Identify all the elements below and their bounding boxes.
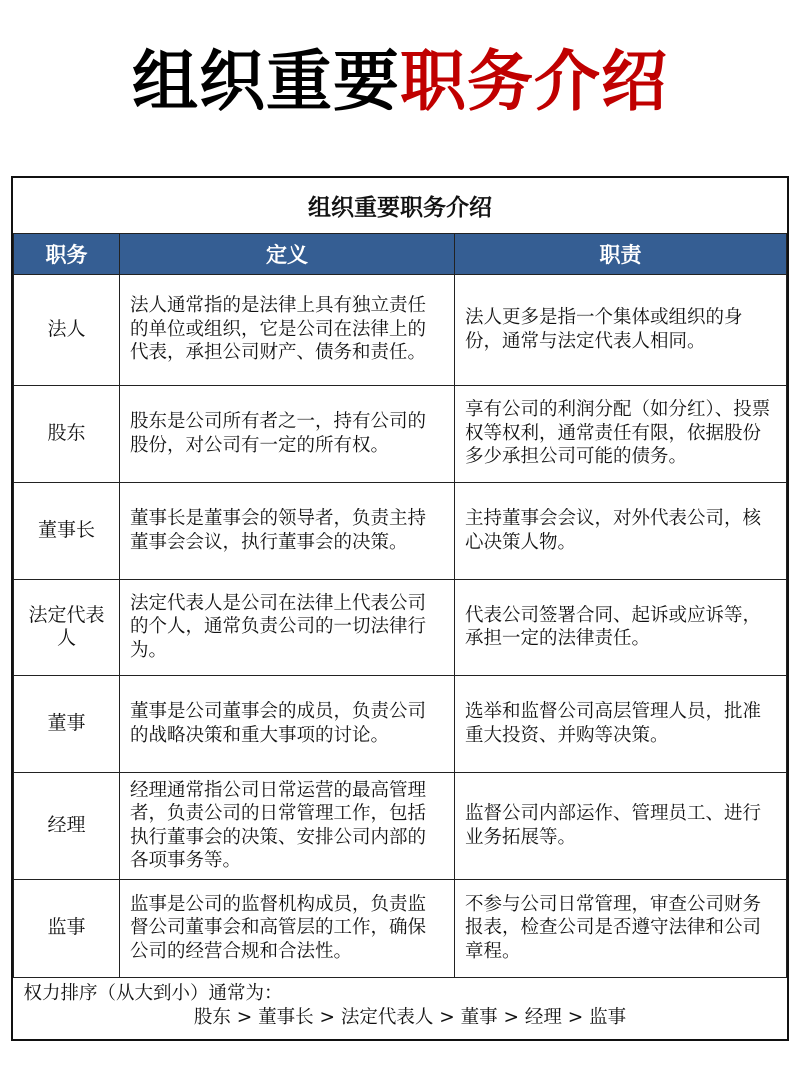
duty-cell: 法人更多是指一个集体或组织的身份，通常与法定代表人相同。	[455, 274, 787, 385]
table-row	[14, 385, 787, 482]
duty-cell: 享有公司的利润分配（如分红）、投票权等权利，通常责任有限，依据股份多少承担公司可能的债务。	[455, 385, 787, 482]
table-row	[14, 579, 787, 675]
header-role: 职务	[14, 233, 120, 274]
page-title-black: 组织重要	[132, 43, 400, 120]
role-cell: 董事	[14, 675, 120, 772]
table-row	[14, 482, 787, 579]
definition-cell: 法人通常指的是法律上具有独立责任的单位或组织，它是公司在法律上的代表，承担公司财产、债务和责任。	[120, 274, 455, 385]
table-row	[14, 879, 787, 977]
definition-cell: 经理通常指公司日常运营的最高管理者，负责公司的日常管理工作，包括执行董事会的决策、安排公司内部的各项事务等。	[120, 772, 455, 879]
page-title-red: 职务介绍	[400, 43, 668, 120]
table-row	[14, 772, 787, 879]
definition-cell: 董事是公司董事会的成员，负责公司的战略决策和重大事项的讨论。	[120, 675, 455, 772]
power-ranking-footer	[14, 977, 787, 1039]
duty-cell: 选举和监督公司高层管理人员，批准重大投资、并购等决策。	[455, 675, 787, 772]
definition-cell: 股东是公司所有者之一，持有公司的股份，对公司有一定的所有权。	[120, 385, 455, 482]
definition-cell: 董事长是董事会的领导者，负责主持董事会会议，执行董事会的决策。	[120, 482, 455, 579]
page-title	[0, 40, 800, 124]
duty-cell: 不参与公司日常管理，审查公司财务报表，检查公司是否遵守法律和公司章程。	[455, 879, 787, 977]
role-cell: 经理	[14, 772, 120, 879]
role-cell: 股东	[14, 385, 120, 482]
duty-cell: 主持董事会会议，对外代表公司，核心决策人物。	[455, 482, 787, 579]
duty-cell: 代表公司签署合同、起诉或应诉等，承担一定的法律责任。	[455, 579, 787, 675]
table-row	[14, 274, 787, 385]
role-cell: 法人	[14, 274, 120, 385]
role-cell: 法定代表人	[14, 579, 120, 675]
header-definition: 定义	[120, 233, 455, 274]
definition-cell: 法定代表人是公司在法律上代表公司的个人，通常负责公司的一切法律行为。	[120, 579, 455, 675]
table-title: 组织重要职务介绍	[14, 178, 787, 233]
definition-cell: 监事是公司的监督机构成员，负责监督公司董事会和高管层的工作，确保公司的经营合规和合法性。	[120, 879, 455, 977]
table-row	[14, 675, 787, 772]
ranking-order: 股东 > 董事长 > 法定代表人 > 董事 > 经理 > 监事	[193, 1006, 627, 1028]
ranking-label: 权力排序（从大到小）通常为：	[23, 982, 283, 1004]
duty-cell: 监督公司内部运作、管理员工、进行业务拓展等。	[455, 772, 787, 879]
duties-table	[11, 176, 789, 1041]
role-cell: 董事长	[14, 482, 120, 579]
header-duty: 职责	[455, 233, 787, 274]
role-cell: 监事	[14, 879, 120, 977]
